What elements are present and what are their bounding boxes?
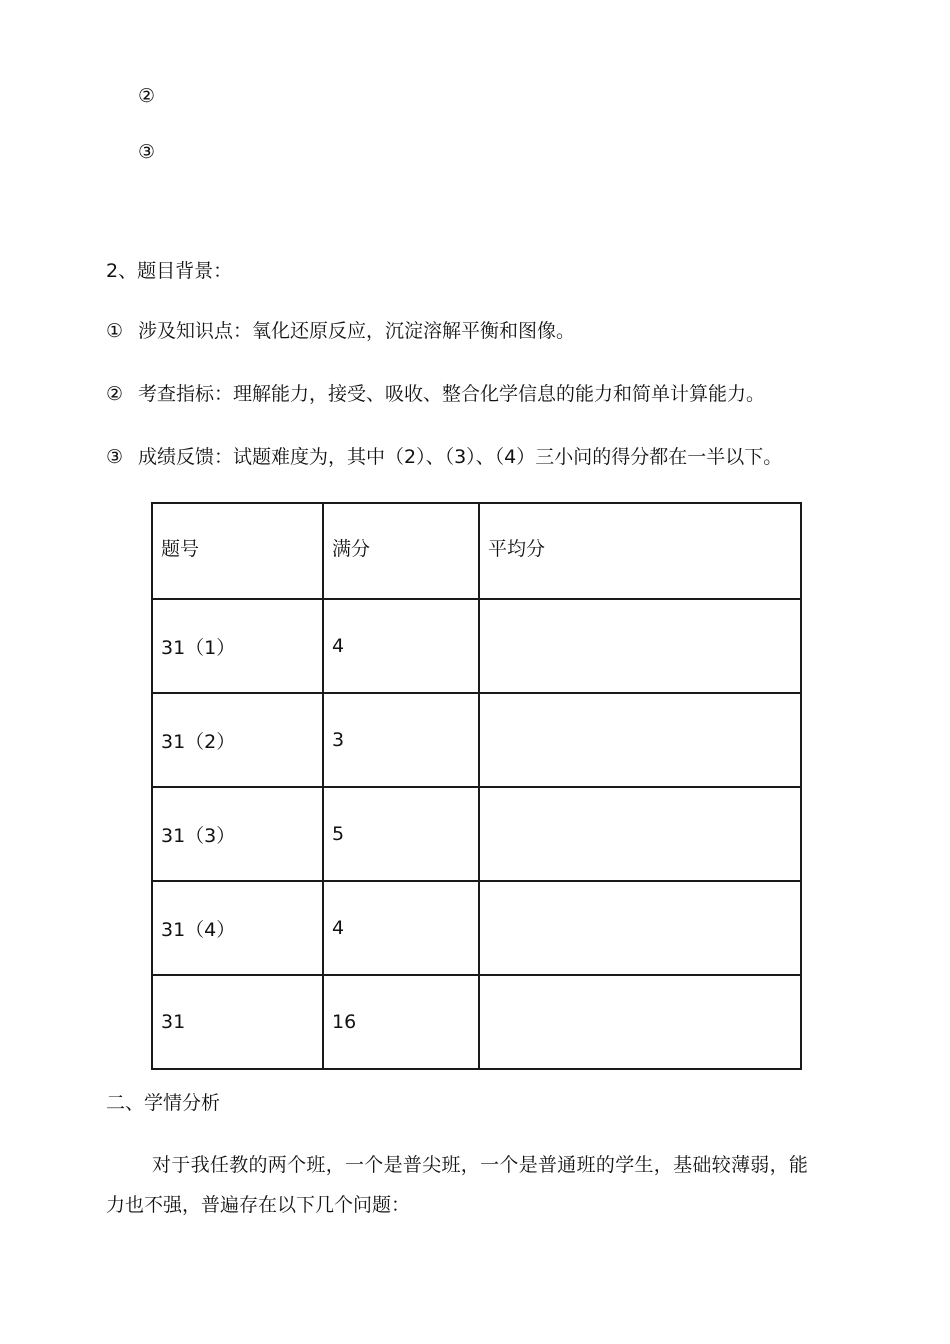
table-row (152, 693, 801, 787)
cell-full-score: 16 (323, 975, 479, 1069)
background-item-indicators (106, 382, 765, 406)
cell-question: 31（1） (152, 599, 323, 693)
background-item-knowledge (106, 319, 575, 343)
cell-average (479, 975, 801, 1069)
cell-average (479, 693, 801, 787)
list-marker-2: ② (138, 85, 156, 107)
list-marker-3: ③ (138, 141, 156, 163)
item-marker: ② (106, 383, 124, 405)
analysis-paragraph-line-2: 力也不强，普遍存在以下几个问题： (106, 1194, 411, 1216)
cell-question: 31（4） (152, 881, 323, 975)
item-marker: ① (106, 320, 124, 342)
cell-full-score: 4 (323, 599, 479, 693)
analysis-paragraph-line-1: 对于我任教的两个班，一个是普尖班，一个是普通班的学生，基础较薄弱，能 (152, 1154, 809, 1176)
cell-question: 31（2） (152, 693, 323, 787)
header-question-number: 题号 (152, 503, 323, 599)
table-row (152, 599, 801, 693)
cell-question: 31（3） (152, 787, 323, 881)
item-text: 成绩反馈：试题难度为，其中（2）、（3）、（4）三小问的得分都在一半以下。 (138, 446, 783, 468)
cell-full-score: 5 (323, 787, 479, 881)
table-row (152, 881, 801, 975)
cell-question: 31 (152, 975, 323, 1069)
cell-average (479, 599, 801, 693)
item-text: 考查指标：理解能力，接受、吸收、整合化学信息的能力和简单计算能力。 (138, 383, 766, 405)
section-heading-background: 2、题目背景： (106, 260, 233, 282)
cell-average (479, 881, 801, 975)
score-table (151, 502, 802, 1070)
item-text: 涉及知识点：氧化还原反应，沉淀溶解平衡和图像。 (138, 320, 576, 342)
header-full-score: 满分 (323, 503, 479, 599)
cell-full-score: 4 (323, 881, 479, 975)
header-average-score: 平均分 (479, 503, 801, 599)
cell-full-score: 3 (323, 693, 479, 787)
table-row (152, 975, 801, 1069)
table-header-row (152, 503, 801, 599)
cell-average (479, 787, 801, 881)
section-heading-analysis: 二、学情分析 (106, 1092, 221, 1114)
background-item-feedback (106, 445, 782, 469)
table-row (152, 787, 801, 881)
item-marker: ③ (106, 446, 124, 468)
